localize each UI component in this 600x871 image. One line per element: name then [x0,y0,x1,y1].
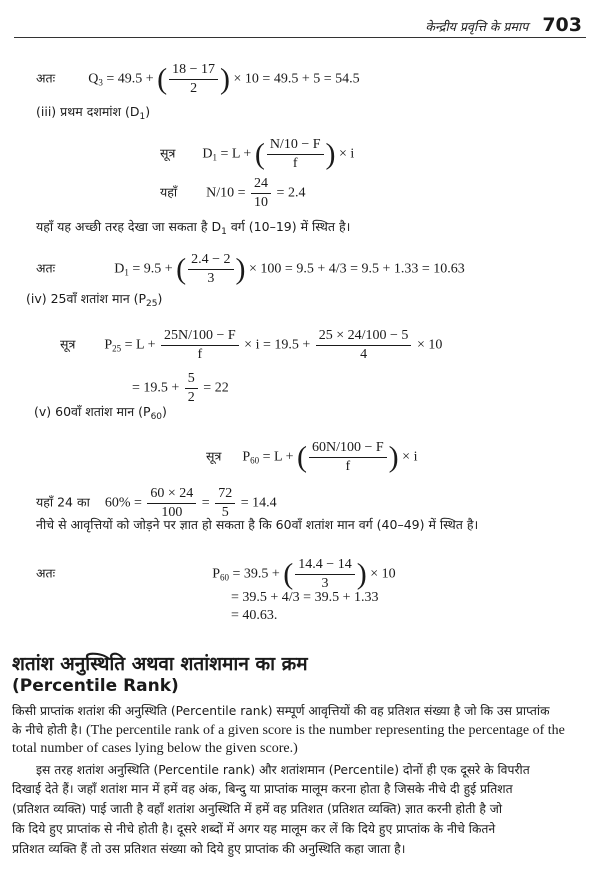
q3-fraction: $\frac{18 - 17}{2}$ [169,62,218,97]
section-title-hindi: शतांश अनुस्थिति अथवा शतांशमान का क्रम [12,653,308,675]
p25-fraction-2: $\frac{25 \times 24/100 - 5}{4}$ [316,328,412,363]
p60-calc-line3: = 40.63. [231,608,278,623]
para2-line5: प्रतिशत व्यक्ति हैं तो उस प्रतिशत संख्या को दिये हुए प्राप्तांक की अनुस्थिति कहा जाता है। [12,842,406,856]
para2-line4: कि दिये हुए प्राप्तांक से नीचे होती है। दूसरे शब्दों में अगर यह मालूम कर लें कि दिये हुए प्राप्तांक के नीचे कितने [12,822,496,836]
p25-fraction-1: $\frac{25N/100 - F}{f}$ [161,328,239,363]
p60-calc-fraction: $\frac{14.4 - 14}{3}$ [295,557,354,592]
p60-heading: (v) 60वाँ शतांश मान $(P_{60})$ [34,404,167,422]
section-title-english: (Percentile Rank) [12,676,179,696]
q3-result: × 10 = 49.5 + 5 = 54.5 [233,71,360,87]
d1-formula-fraction: $\frac{N/10 - F}{f}$ [267,137,324,172]
p60-yahan-fraction-1: $\frac{60 \times 24}{100}$ [147,486,196,521]
p25-result: = 19.5 + $\frac{5}{2}$ = 22 [132,371,229,405]
d1-yahan-fraction: $\frac{24}{10}$ [251,176,271,211]
d1-yahan-line: यहाँ N/10 = $\frac{24}{10}$ = 2.4 [160,176,306,210]
p25-fraction-3: $\frac{5}{2}$ [185,371,198,406]
sutra-label: सूत्र [160,145,176,161]
q3-eq-part: = 49.5 + [106,71,154,87]
d1-calc-fraction: $\frac{2.4 - 2}{3}$ [188,252,233,287]
atah-label: अतः [36,565,56,581]
header-rule [14,37,586,38]
para2-line3: (प्रतिशत व्यक्ति) पाई जाती है वहाँ शतांश अनुस्थिति में हमें वह प्रतिशत (प्रतिशत व्यक्ति) ज्ञात करनी होती है जो [12,802,503,816]
para1-line3: total number of cases lying below the given score.) [12,741,298,756]
q3-symbol: Q [88,71,99,87]
p60-calc-line2: = 39.5 + 4/3 = 39.5 + 1.33 [231,590,379,605]
p25-formula: सूत्र $P_{25} = L$ + $\frac{25N/100 - F}{f}$ × i = 19.5 + $\frac{25 \times 24/100 - 5}{4}$ × 10 [60,328,443,362]
p60-yahan-line: यहाँ 24 का 60% = $\frac{60 \times 24}{100}$ = $\frac{72}{5}$ = 14.4 [36,486,277,520]
atah-label: अतः [36,260,56,276]
p60-note: नीचे से आवृत्तियों को जोड़ने पर ज्ञात हो सकता है कि 60वाँ शतांश मान वर्ग (40–49) में स्थित है। [36,517,479,532]
p60-calculation: अतः $P_{60} = 39.5$ + ( $\frac{14.4 - 14}{3}$ ) × 10 [36,557,396,591]
yahan-label: यहाँ 24 का [36,494,90,510]
para1-line2: के नीचे होती है। (The percentile rank of a given score is the number representing the percentage of the [12,723,565,738]
running-header [425,14,582,36]
sutra-label: सूत्र [60,336,76,352]
d1-formula: सूत्र $D_1 = L$ + ( $\frac{N/10 - F}{f}$ ) × i [160,137,355,171]
p60-formula-fraction: $\frac{60N/100 - F}{f}$ [309,440,387,475]
d1-heading: (iii) प्रथम दशमांश $(D_1)$ [36,104,151,122]
p60-formula: सूत्र $P_{60} = L$ + ( $\frac{60N/100 - F}{f}$ ) × i [206,440,418,474]
q3-subscript: 3 [98,77,103,88]
sutra-label: सूत्र [206,448,222,464]
p25-heading: (iv) 25वाँ शतांश मान $(P_{25})$ [26,291,163,309]
yahan-label: यहाँ [160,184,178,200]
chapter-title: केन्द्रीय प्रवृत्ति के प्रमाप [425,19,529,34]
page-number: 703 [542,14,582,36]
para1-line1: किसी प्राप्तांक शतांश की अनुस्थिति (Percentile rank) सम्पूर्ण आवृत्तियों की वह प्रतिशत संख्या है जो कि उस प्राप्तांक [12,704,550,718]
d1-note: यहाँ यह अच्छी तरह देखा जा सकता है $D_1$ वर्ग (10–19) में स्थित है। [36,219,351,237]
q3-equation: अतः $Q_3 = 49.5$ + ( $\frac{18 - 17}{2}$ ) × 10 = 49.5 + 5 = 54.5 [36,62,360,96]
d1-calculation: अतः $D_1 = 9.5$ + ( $\frac{2.4 - 2}{3}$ ) × 100 = 9.5 + 4/3 = 9.5 + 1.33 = 10.63 [36,252,465,286]
para2-line2: दिखाई देते हैं। जहाँ शतांश मान में हमें वह अंक, बिन्दु या प्राप्तांक मालूम करना होता है जिसके नीचे दी हुई प्रतिशत [12,782,513,796]
atah-label: अतः [36,70,56,86]
p60-yahan-fraction-2: $\frac{72}{5}$ [215,486,235,521]
para2-line1: इस तरह शतांश अनुस्थिति (Percentile rank) और शतांशमान (Percentile) दोनों ही एक दूसरे के विपरीत [36,763,530,777]
